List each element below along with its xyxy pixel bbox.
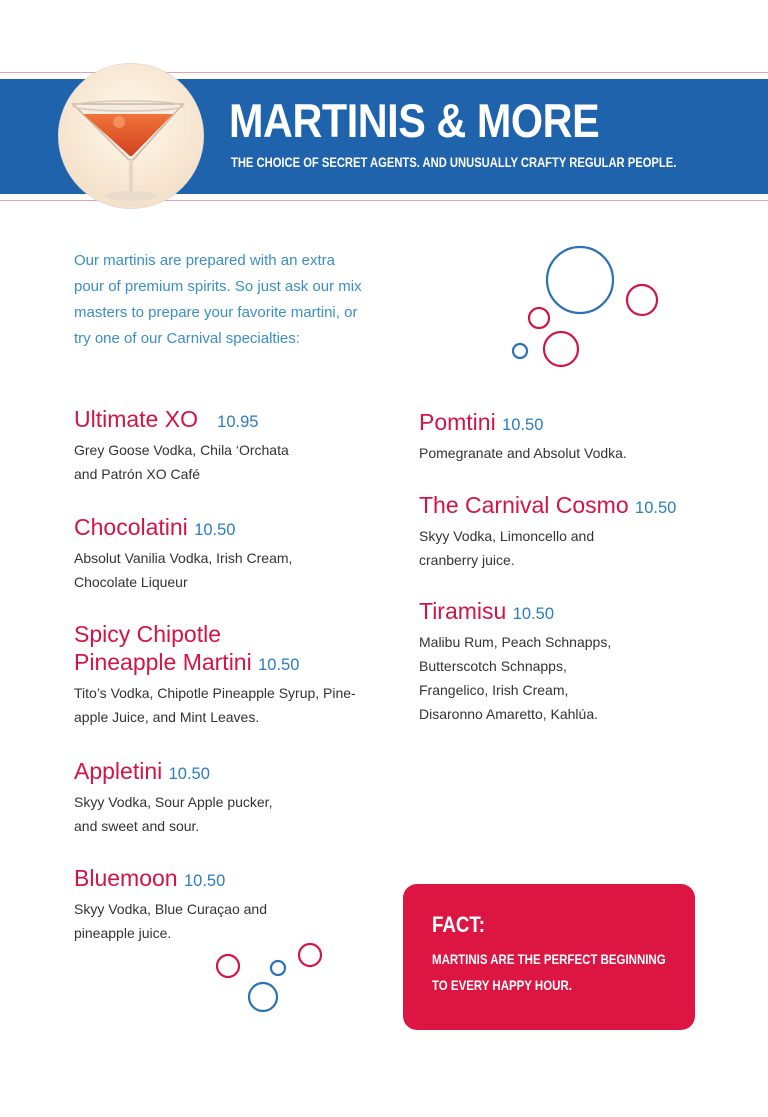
item-desc-line: and sweet and sour. bbox=[74, 818, 200, 834]
item-name: Chocolatini bbox=[74, 514, 188, 540]
item-desc-line: Skyy Vodka, Blue Curaçao and bbox=[74, 901, 268, 917]
item-desc-line: Butterscotch Schnapps, bbox=[419, 658, 567, 674]
item-price: 10.50 bbox=[512, 605, 555, 623]
item-name: Ultimate XO bbox=[74, 406, 198, 432]
item-desc-line: Pomegranate and Absolut Vodka. bbox=[419, 445, 627, 461]
item-price: 10.50 bbox=[183, 872, 226, 890]
item-name: The Carnival Cosmo bbox=[419, 492, 629, 518]
item-desc-line: Absolut Vanilia Vodka, Irish Cream, bbox=[74, 550, 293, 566]
item-desc-line: Malibu Rum, Peach Schnapps, bbox=[419, 634, 612, 650]
bubble-icon bbox=[217, 955, 239, 977]
bubble-icon bbox=[299, 944, 321, 966]
item-desc-line: Skyy Vodka, Sour Apple pucker, bbox=[74, 794, 273, 810]
item-desc-line: apple Juice, and Mint Leaves. bbox=[74, 709, 260, 725]
item-price: 10.50 bbox=[635, 499, 677, 517]
bubble-icon bbox=[627, 285, 657, 315]
bubble-icon bbox=[513, 344, 527, 358]
item-desc-line: Chocolate Liqueur bbox=[74, 574, 188, 590]
item-name: Pineapple Martini bbox=[74, 649, 252, 675]
item-desc-line: cranberry juice. bbox=[419, 552, 515, 568]
fact-box bbox=[403, 884, 695, 1030]
item-name: Tiramisu bbox=[419, 598, 507, 624]
fact-line: MARTINIS ARE THE PERFECT BEGINNING bbox=[432, 951, 666, 967]
item-desc-line: pineapple juice. bbox=[74, 925, 172, 941]
item-price: 10.50 bbox=[258, 656, 300, 674]
bubble-icon bbox=[544, 332, 578, 366]
item-desc-line: Skyy Vodka, Limoncello and bbox=[419, 528, 595, 544]
bubble-icon bbox=[271, 961, 285, 975]
item-price: 10.50 bbox=[502, 416, 544, 434]
item-name: Bluemoon bbox=[74, 865, 178, 891]
item-name: Appletini bbox=[74, 758, 163, 784]
item-name-line: Spicy Chipotle bbox=[74, 621, 222, 647]
item-desc-line: Grey Goose Vodka, Chila ‘Orchata bbox=[74, 442, 289, 458]
item-desc-line: Tito’s Vodka, Chipotle Pineapple Syrup, Pine- bbox=[74, 685, 356, 701]
bubble-icon bbox=[529, 308, 549, 328]
intro-text: Our martinis are prepared with an extra pour of premium spirits. So just ask our mix masters to prepare your favorite martini, or try one of our Carnival specialties: bbox=[74, 252, 362, 347]
item-desc-line: and Patrón XO Café bbox=[74, 466, 201, 482]
item-price: 10.95 bbox=[217, 413, 259, 431]
page-subtitle: THE CHOICE OF SECRET AGENTS. AND UNUSUALLY CRAFTY REGULAR PEOPLE. bbox=[231, 155, 677, 170]
bubble-icon bbox=[249, 983, 277, 1011]
item-name: Pomtini bbox=[419, 409, 496, 435]
fact-title: FACT: bbox=[432, 912, 485, 937]
item-price: 10.50 bbox=[168, 765, 210, 783]
page-title: MARTINIS & MORE bbox=[229, 94, 600, 147]
bubble-icon bbox=[547, 247, 613, 313]
item-desc-line: Disaronno Amaretto, Kahlúa. bbox=[419, 706, 598, 722]
fact-line: TO EVERY HAPPY HOUR. bbox=[432, 977, 572, 993]
item-price: 10.50 bbox=[194, 521, 236, 539]
item-desc-line: Frangelico, Irish Cream, bbox=[419, 682, 569, 698]
